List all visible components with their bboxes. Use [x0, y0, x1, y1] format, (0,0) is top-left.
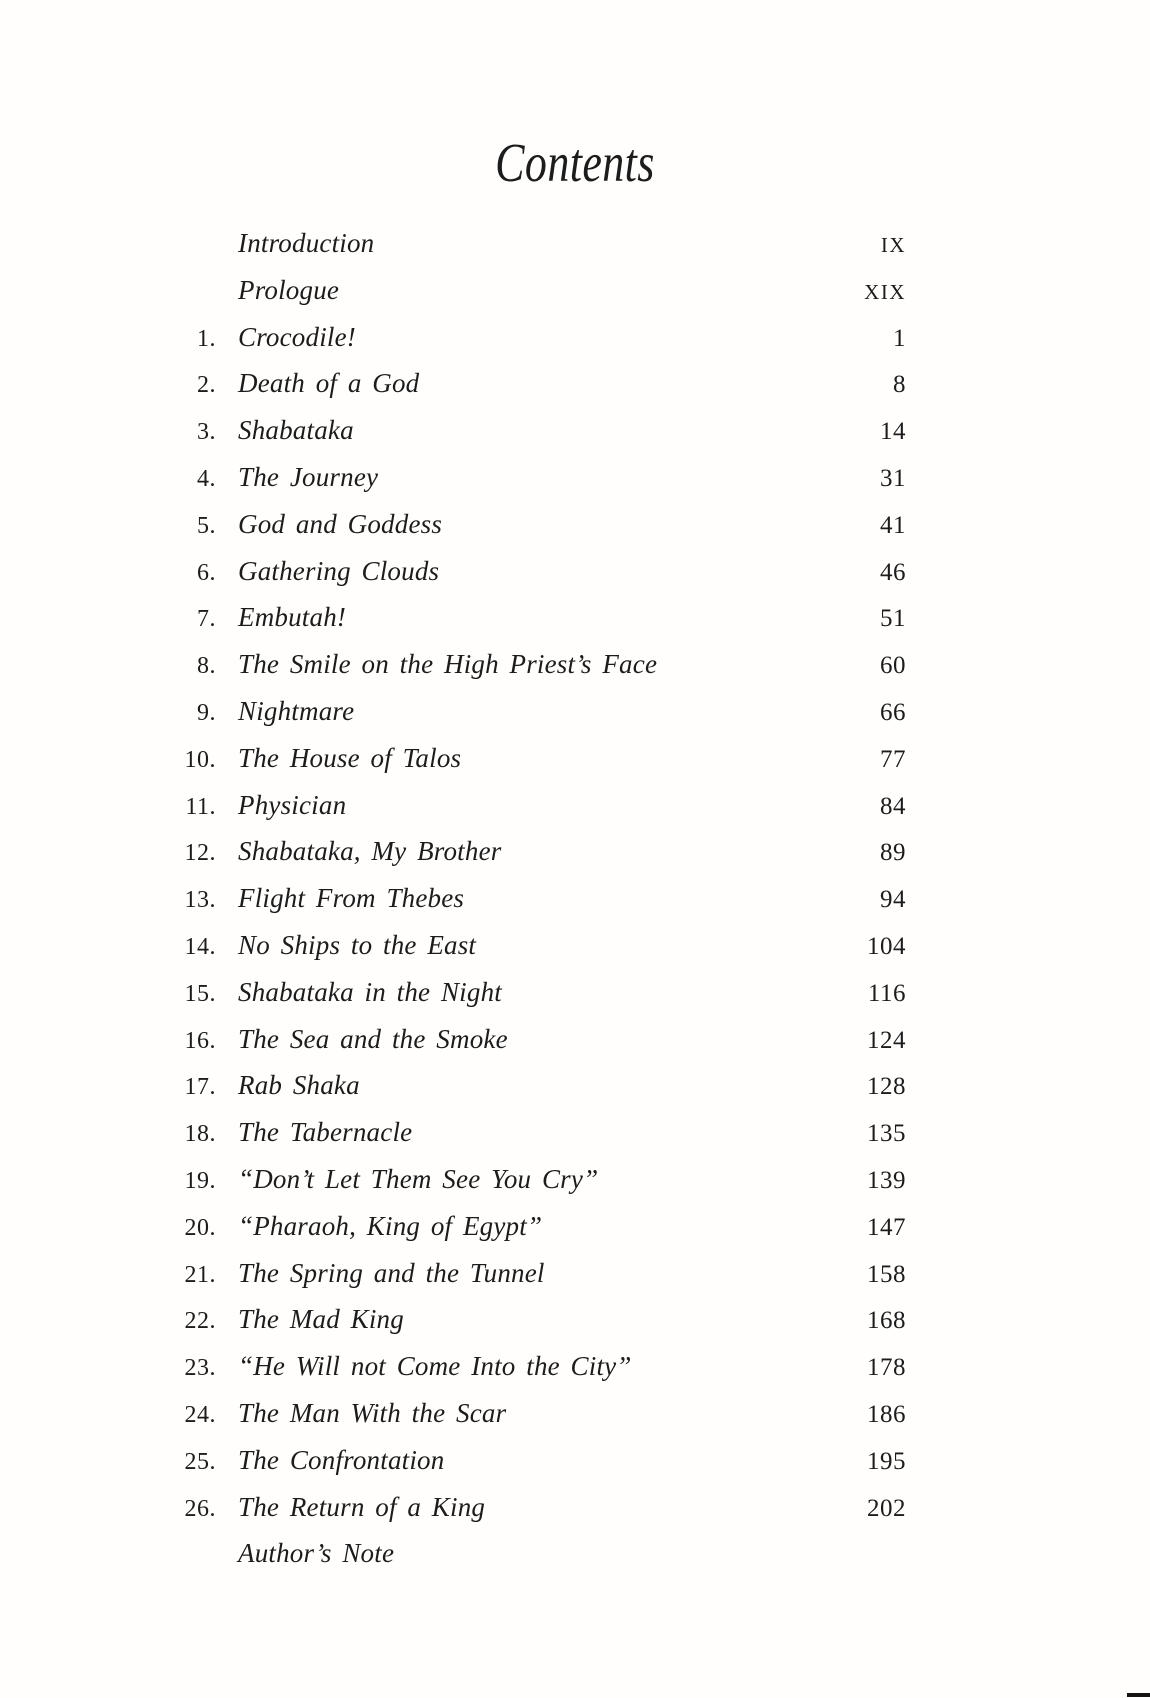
chapter-title: Death of a God	[238, 368, 420, 399]
page-number: 135	[867, 1120, 906, 1148]
chapter-title: “Don’t Let Them See You Cry”	[238, 1163, 599, 1194]
chapter-title: Introduction	[238, 228, 375, 258]
toc-row	[128, 970, 906, 1017]
toc-row	[128, 1204, 906, 1251]
chapter-number: 18.	[184, 1121, 216, 1148]
chapter-title: Author’s Note	[238, 1538, 395, 1569]
chapter-number: 13.	[184, 887, 216, 914]
chapter-title: The Mad King	[238, 1304, 404, 1335]
page-number: 178	[867, 1354, 906, 1382]
toc-row	[128, 1063, 906, 1110]
page-number: 202	[867, 1494, 906, 1522]
page-number: 51	[880, 605, 906, 633]
chapter-number: 22.	[184, 1308, 216, 1335]
chapter-number: 23.	[184, 1355, 216, 1382]
page-number: 168	[867, 1307, 906, 1335]
chapter-number: 17.	[184, 1074, 216, 1101]
chapter-number: 11.	[185, 793, 216, 820]
toc-row	[128, 923, 906, 970]
chapter-number: 15.	[184, 980, 216, 1007]
chapter-number: 2.	[197, 372, 216, 399]
chapter-title: No Ships to the East	[238, 929, 477, 960]
toc-row	[128, 1157, 906, 1204]
page-number: 94	[880, 886, 906, 914]
chapter-number: 1.	[197, 325, 216, 352]
page-number: 66	[880, 698, 906, 726]
chapter-number: 8.	[197, 653, 216, 680]
toc-row	[128, 736, 906, 783]
toc-row	[128, 595, 906, 642]
chapter-title: The Man With the Scar	[238, 1397, 507, 1428]
toc-row	[128, 408, 906, 455]
toc-row	[128, 876, 906, 923]
chapter-number: 24.	[184, 1401, 216, 1428]
page-number: 84	[880, 792, 906, 820]
chapter-title: Gathering Clouds	[238, 555, 440, 586]
chapter-number: 19.	[184, 1167, 216, 1194]
chapter-number: 6.	[197, 559, 216, 586]
page-number: 41	[880, 511, 906, 539]
toc-row	[128, 829, 906, 876]
chapter-number: 21.	[184, 1261, 216, 1288]
page-number: 31	[880, 464, 906, 492]
page-number: 60	[880, 652, 906, 680]
toc-row	[128, 783, 906, 830]
chapter-title: The Return of a King	[238, 1491, 486, 1522]
toc-row	[128, 1251, 906, 1298]
page-number: XIX	[864, 279, 906, 304]
page-number: 186	[867, 1400, 906, 1428]
page-number: 1	[893, 324, 906, 352]
chapter-number: 10.	[184, 746, 216, 773]
page-number: 116	[867, 979, 906, 1007]
chapter-number: 4.	[197, 465, 216, 492]
chapter-title: The Smile on the High Priest’s Face	[238, 649, 658, 680]
page-number: 46	[880, 558, 906, 586]
page-number: 128	[867, 1073, 906, 1101]
page-number: 89	[880, 839, 906, 867]
toc-row	[128, 1297, 906, 1344]
chapter-title: Rab Shaka	[238, 1070, 360, 1101]
page-number: IX	[880, 233, 906, 257]
chapter-title: Physician	[238, 789, 347, 820]
toc-row	[128, 502, 906, 549]
chapter-title: Prologue	[238, 274, 340, 305]
chapter-title: Shabataka in the Night	[238, 976, 502, 1007]
chapter-number: 12.	[184, 840, 216, 867]
toc-row	[128, 221, 906, 268]
chapter-number: 26.	[184, 1495, 216, 1522]
page-number: 8	[893, 371, 906, 399]
toc-row	[128, 455, 906, 502]
toc-row	[128, 689, 906, 736]
chapter-title: Shabataka, My Brother	[238, 836, 502, 867]
chapter-title: The Confrontation	[238, 1444, 445, 1475]
chapter-number: 20.	[184, 1214, 216, 1241]
chapter-title: Flight From Thebes	[238, 883, 465, 914]
chapter-title: “Pharaoh, King of Egypt”	[238, 1210, 543, 1241]
page-title: Contents	[495, 132, 655, 193]
chapter-number: 9.	[197, 699, 216, 726]
chapter-number: 5.	[197, 512, 216, 539]
toc-row	[128, 268, 906, 315]
chapter-title: The Tabernacle	[238, 1117, 413, 1148]
table-of-contents	[128, 221, 906, 1576]
toc-row	[128, 1391, 906, 1438]
toc-row	[128, 1531, 906, 1576]
toc-row	[128, 361, 906, 408]
toc-row	[128, 1485, 906, 1532]
chapter-number: 16.	[184, 1027, 216, 1054]
page-number: 147	[867, 1213, 906, 1241]
toc-row	[128, 1017, 906, 1064]
page-number: 195	[867, 1447, 906, 1475]
page-number: 104	[867, 932, 906, 960]
chapter-number: 3.	[197, 419, 216, 446]
chapter-title: The Spring and the Tunnel	[238, 1257, 545, 1288]
page-number: 124	[867, 1026, 906, 1054]
chapter-title: Nightmare	[238, 695, 355, 726]
toc-row	[128, 549, 906, 596]
page-number: 139	[867, 1166, 906, 1194]
toc-row	[128, 642, 906, 689]
chapter-title: Shabataka	[238, 415, 354, 446]
toc-row	[128, 1110, 906, 1157]
chapter-title: The House of Talos	[238, 742, 462, 773]
chapter-number: 14.	[184, 933, 216, 960]
chapter-title: Crocodile!	[238, 321, 356, 352]
toc-row	[128, 1438, 906, 1485]
page-number: 77	[880, 745, 906, 773]
toc-row	[128, 1344, 906, 1391]
page-number: 158	[867, 1260, 906, 1288]
chapter-title: The Sea and the Smoke	[238, 1023, 508, 1054]
chapter-title: God and Goddess	[238, 508, 443, 539]
chapter-title: The Journey	[238, 461, 379, 492]
chapter-title: “He Will not Come Into the City”	[238, 1351, 632, 1382]
scan-artifact-mark	[1127, 1693, 1150, 1697]
page-number: 14	[880, 418, 906, 446]
chapter-number: 7.	[197, 606, 216, 633]
chapter-number: 25.	[184, 1448, 216, 1475]
chapter-title: Embutah!	[238, 602, 347, 633]
toc-row	[128, 315, 906, 362]
